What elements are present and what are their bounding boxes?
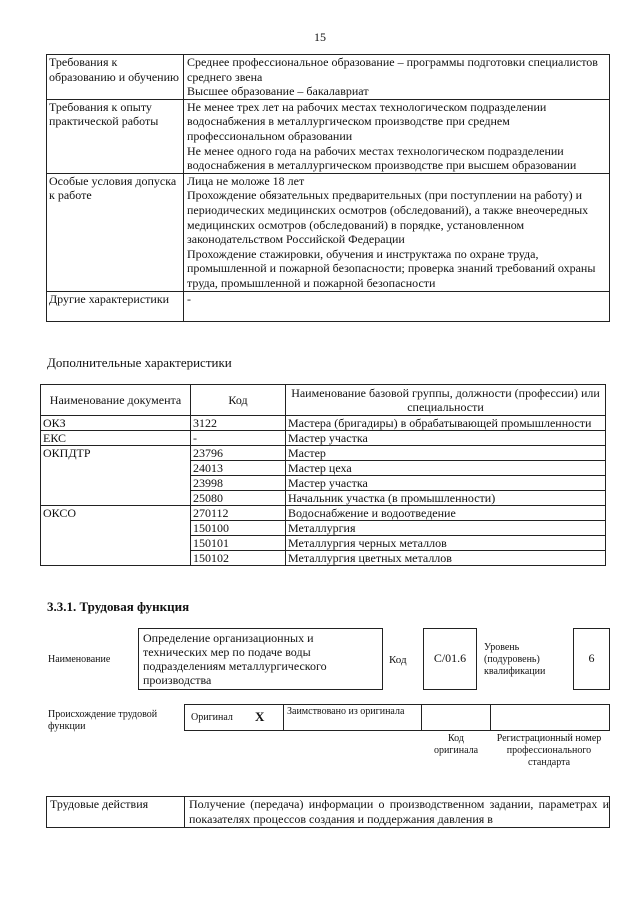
- original-label: Оригинал: [191, 712, 233, 723]
- additional-doc: ОКСО: [41, 506, 191, 566]
- requirement-line: Прохождение обязательных предварительных (при поступлении на работу) и периодических медицинских осмотров (обследований), а также внеочередных медицинских осмотров (обследований) в порядке, установленном законодательством Российской Федерации: [187, 188, 589, 247]
- requirements-table: [46, 54, 610, 322]
- requirement-line: Среднее профессиональное образование – программы подготовки специалистов среднего звена: [187, 55, 598, 84]
- qualification-level: 6: [588, 651, 595, 665]
- header-code: Код: [191, 385, 286, 416]
- borrowed-cell: [283, 704, 422, 731]
- additional-row: [41, 416, 606, 431]
- additional-code: 150101: [191, 536, 286, 551]
- additional-doc: ЕКС: [41, 431, 191, 446]
- requirement-value: [184, 55, 610, 100]
- requirement-value: [184, 99, 610, 173]
- requirement-line: Не менее одного года на рабочих местах технологическом подразделении водоснабжения в металлургическом производстве при высшем образовании: [187, 143, 577, 173]
- additional-title: Дополнительные характеристики: [47, 355, 232, 370]
- requirement-line: Высшее образование – бакалавриат: [187, 84, 369, 99]
- function-code: C/01.6: [433, 651, 467, 665]
- requirement-row: [47, 173, 610, 291]
- requirement-label: Особые условия допуска к работе: [47, 173, 184, 291]
- additional-code: 3122: [191, 416, 286, 431]
- additional-code: 150100: [191, 521, 286, 536]
- function-name-box: [138, 628, 383, 690]
- additional-code: 270112: [191, 506, 286, 521]
- function-name: Определение организационных и технических мер по подаче воды подразделениям металлургического производства: [143, 631, 327, 687]
- additional-row: [41, 506, 606, 521]
- additional-name: Мастер участка: [286, 431, 606, 446]
- header-name: Наименование базовой группы, должности (профессии) или специальности: [286, 385, 606, 416]
- requirement-line: -: [187, 291, 191, 306]
- code-original-label: Код оригинала: [433, 733, 479, 756]
- additional-doc: ОКПДТР: [41, 446, 191, 506]
- additional-name: Металлургия черных металлов: [286, 536, 606, 551]
- additional-code: 23796: [191, 446, 286, 461]
- requirement-value: [184, 173, 610, 291]
- additional-name: Начальник участка (в промышленности): [286, 491, 606, 506]
- reg-number-cell: [490, 704, 610, 731]
- requirement-label: Требования к образованию и обучению: [47, 55, 184, 100]
- requirement-label: Требования к опыту практической работы: [47, 99, 184, 173]
- code-label: Код: [389, 654, 407, 666]
- actions-label: Трудовые действия: [47, 797, 185, 828]
- additional-code: 150102: [191, 551, 286, 566]
- reg-number-label: Регистрационный номер профессионального стандарта: [496, 733, 602, 768]
- original-cell: [184, 704, 284, 731]
- level-box: [573, 628, 610, 690]
- name-label: Наименование: [48, 654, 111, 665]
- requirement-row: [47, 55, 610, 100]
- requirement-row: [47, 291, 610, 321]
- additional-row: [41, 446, 606, 461]
- additional-name: Мастер: [286, 446, 606, 461]
- code-box: [423, 628, 477, 690]
- additional-name: Мастер цеха: [286, 461, 606, 476]
- requirement-line: Не менее трех лет на рабочих местах технологическом подразделении водоснабжения в металлургическом производстве при среднем профессиональном образовании: [187, 99, 547, 143]
- requirement-line: Прохождение стажировки, обучения и инструктажа по охране труда, промышленной и пожарной безопасности; проверка знаний требований охраны труда, промышленной и пожарной безопасности: [187, 246, 596, 290]
- additional-name: Мастера (бригадиры) в обрабатывающей промышленности: [286, 416, 606, 431]
- requirement-line: Лица не моложе 18 лет: [187, 173, 305, 188]
- additional-name: Мастер участка: [286, 476, 606, 491]
- additional-name: Водоснабжение и водоотведение: [286, 506, 606, 521]
- original-mark: X: [255, 709, 265, 724]
- page-number: 15: [314, 30, 326, 44]
- level-label: Уровень (подуровень) квалификации: [484, 642, 546, 677]
- additional-code: 23998: [191, 476, 286, 491]
- origin-label: Происхождение трудовой функции: [48, 709, 158, 732]
- function-title: 3.3.1. Трудовая функция: [47, 599, 190, 614]
- additional-code: -: [191, 431, 286, 446]
- additional-name: Металлургия: [286, 521, 606, 536]
- additional-doc: ОКЗ: [41, 416, 191, 431]
- header-document: Наименование документа: [41, 385, 191, 416]
- requirement-row: [47, 99, 610, 173]
- additional-code: 25080: [191, 491, 286, 506]
- additional-row: [41, 431, 606, 446]
- additional-table: [40, 384, 606, 566]
- requirement-label: Другие характеристики: [47, 291, 184, 321]
- code-original-cell: [421, 704, 491, 731]
- additional-code: 24013: [191, 461, 286, 476]
- requirement-value: [184, 291, 610, 321]
- actions-table: [46, 796, 610, 828]
- additional-name: Металлургия цветных металлов: [286, 551, 606, 566]
- actions-text: Получение (передача) информации о производственном задании, параметрах и показателях процессов создания и поддержания давления в: [185, 797, 610, 828]
- borrowed-label: Заимствовано из оригинала: [287, 706, 405, 717]
